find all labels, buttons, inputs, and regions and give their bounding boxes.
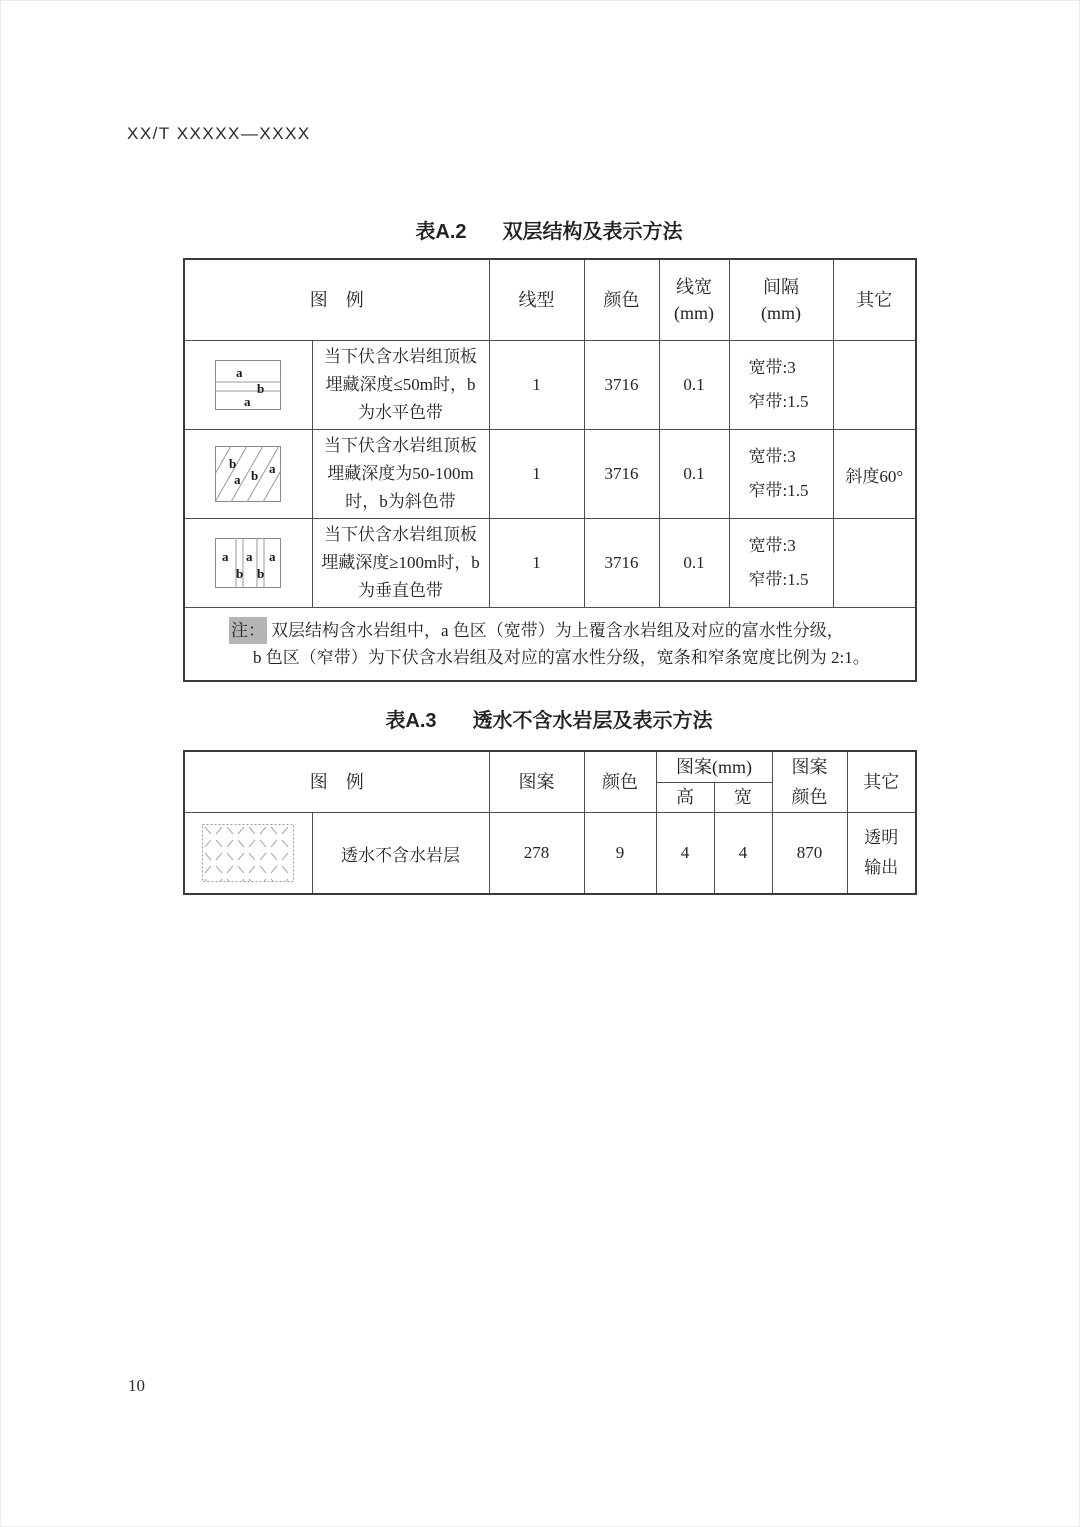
header-line-width-label: 线宽: [676, 277, 712, 297]
width-cell: 4: [714, 813, 772, 895]
other-line1: 透明: [864, 828, 899, 847]
other-cell: 斜度60°: [833, 430, 916, 519]
note-text-1: 双层结构含水岩组中，a 色区（宽带）为上覆含水岩组及对应的富水性分级，: [271, 621, 844, 640]
other-line2: 输出: [864, 858, 899, 877]
line-type-cell: 1: [489, 430, 584, 519]
header-color: 颜色: [584, 259, 659, 341]
table-row: [184, 341, 916, 430]
header-interval: [729, 259, 833, 341]
height-cell: 4: [656, 813, 714, 895]
color-cell: 9: [584, 813, 656, 895]
table-row: [184, 430, 916, 519]
header-width: 宽: [714, 782, 772, 813]
table-note-row: [184, 608, 916, 682]
swatch-label: b: [257, 381, 265, 396]
table-a2-title-prefix: 表A.2: [415, 221, 467, 243]
interval-narrow: 窄带:1.5: [748, 570, 809, 589]
swatch-label: a: [246, 549, 253, 564]
horizontal-bands-icon: [215, 360, 281, 410]
other-cell: [847, 813, 916, 895]
table-a3-title-text: 透水不含水岩层及表示方法: [472, 710, 713, 732]
swatch-label: a: [244, 394, 251, 409]
legend-cell: [184, 341, 312, 430]
header-pattern-color-line1: 图案: [791, 757, 828, 777]
swatch-label: a: [234, 472, 241, 487]
swatch-label: b: [236, 566, 244, 581]
table-row: [184, 813, 916, 895]
legend-cell: [184, 519, 312, 608]
header-legend: 图 例: [184, 259, 489, 341]
color-cell: 3716: [584, 519, 659, 608]
header-line-width-unit: (mm): [674, 303, 714, 323]
header-interval-unit: (mm): [761, 303, 801, 323]
header-line-type: 线型: [489, 259, 584, 341]
doc-code: XX/T XXXXX—XXXX: [127, 124, 311, 143]
swatch-label: b: [229, 456, 237, 471]
permeable-pattern-icon: [202, 824, 294, 882]
swatch-label: a: [269, 461, 276, 476]
table-row: [184, 519, 916, 608]
diagonal-bands-icon: [215, 446, 281, 502]
table-a3: [183, 750, 917, 895]
legend-cell: [184, 813, 312, 895]
vertical-bands-icon: [215, 538, 281, 588]
header-line-width: [659, 259, 729, 341]
description-cell: 当下伏含水岩组顶板埋藏深度≤50m时，b为水平色带: [312, 341, 489, 430]
header-pattern-color-line2: 颜色: [791, 787, 828, 807]
interval-cell: [729, 430, 833, 519]
note-label: 注：: [229, 617, 267, 644]
description-cell: 当下伏含水岩组顶板埋藏深度为50-100m时，b为斜色带: [312, 430, 489, 519]
note-line-2: b 色区（窄带）为下伏含水岩组及对应的富水性分级，宽条和窄条宽度比例为 2:1。: [253, 648, 870, 667]
other-cell: [833, 341, 916, 430]
interval-wide: 宽带:3: [748, 358, 796, 377]
note-cell: [184, 608, 916, 682]
header-legend: 图 例: [184, 751, 489, 813]
line-width-cell: 0.1: [659, 430, 729, 519]
interval-cell: [729, 519, 833, 608]
header-other: 其它: [847, 751, 916, 813]
header-pattern-color: [772, 751, 847, 813]
table-a2-header-row: [184, 259, 916, 341]
header-color: 颜色: [584, 751, 656, 813]
swatch-label: a: [222, 549, 229, 564]
swatch-label: b: [257, 566, 265, 581]
interval-narrow: 窄带:1.5: [748, 481, 809, 500]
swatch-label: a: [269, 549, 276, 564]
header-pattern: 图案: [489, 751, 584, 813]
color-cell: 3716: [584, 430, 659, 519]
swatch-label: b: [251, 468, 259, 483]
table-a3-header-row-1: [184, 751, 916, 782]
line-width-cell: 0.1: [659, 519, 729, 608]
swatch-label: a: [236, 365, 243, 380]
header-pattern-mm: 图案(mm): [656, 751, 772, 782]
interval-wide: 宽带:3: [748, 447, 796, 466]
line-width-cell: 0.1: [659, 341, 729, 430]
note-line-1: [229, 617, 905, 644]
header-height: 高: [656, 782, 714, 813]
legend-cell: [184, 430, 312, 519]
other-cell: [833, 519, 916, 608]
table-a2-title: [183, 215, 915, 244]
pattern-cell: 278: [489, 813, 584, 895]
interval-narrow: 窄带:1.5: [748, 392, 809, 411]
description-cell: 透水不含水岩层: [312, 813, 489, 895]
line-type-cell: 1: [489, 519, 584, 608]
table-a2: [183, 258, 917, 682]
table-a2-title-text: 双层结构及表示方法: [502, 221, 683, 243]
table-a3-title-prefix: 表A.3: [385, 710, 437, 732]
pattern-color-cell: 870: [772, 813, 847, 895]
description-cell: 当下伏含水岩组顶板埋藏深度≥100m时，b为垂直色带: [312, 519, 489, 608]
table-a3-title: [183, 704, 915, 733]
header-other: 其它: [833, 259, 916, 341]
header-interval-label: 间隔: [763, 277, 799, 297]
color-cell: 3716: [584, 341, 659, 430]
interval-wide: 宽带:3: [748, 536, 796, 555]
line-type-cell: 1: [489, 341, 584, 430]
page-number: 10: [128, 1376, 145, 1395]
interval-cell: [729, 341, 833, 430]
